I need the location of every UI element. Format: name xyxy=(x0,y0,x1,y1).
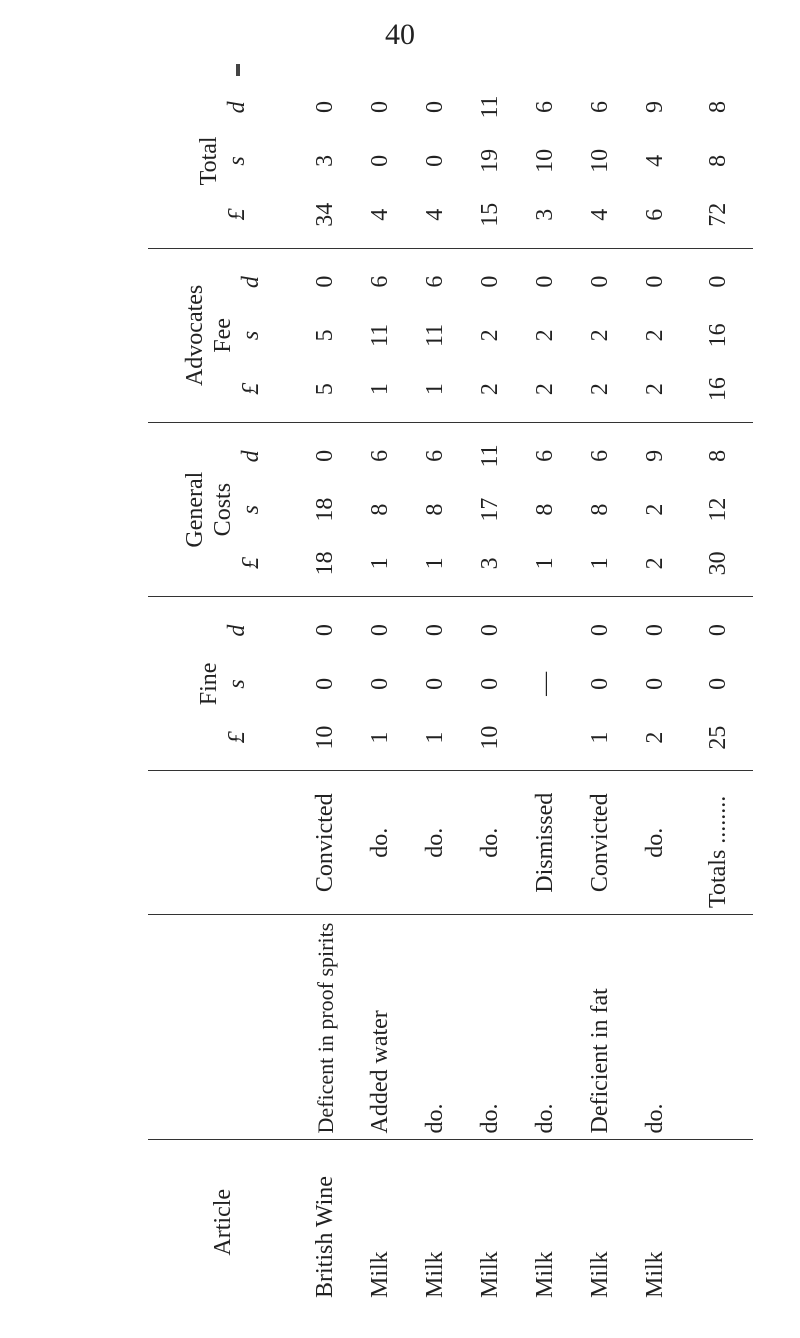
offence-cell: do. xyxy=(408,915,463,1141)
offence-cell: Deficient in fat xyxy=(573,915,628,1141)
fee-cell: 5 5 0 xyxy=(298,248,353,422)
total-cell: 15 19 11 xyxy=(463,74,518,248)
table-row xyxy=(463,74,518,1304)
totals-total-cell: 72 8 8 xyxy=(683,74,753,248)
totals-article-cell xyxy=(683,1140,753,1304)
totals-label: Totals ........ xyxy=(683,771,753,915)
fee-cell: 1 11 6 xyxy=(353,248,408,422)
article-cell: Milk xyxy=(532,1251,558,1298)
costs-cell: 1 8 6 xyxy=(573,423,628,597)
fee-cell: 2 2 0 xyxy=(628,248,683,422)
costs-cell: 1 8 6 xyxy=(353,423,408,597)
total-cell: 4 10 6 xyxy=(573,74,628,248)
article-cell: Milk xyxy=(422,1251,448,1298)
total-cell: 6 4 9 xyxy=(628,74,683,248)
totals-fee-cell: 16 16 0 xyxy=(683,248,753,422)
table-row xyxy=(408,74,463,1304)
totals-row xyxy=(683,74,753,1304)
fee-cell: 2 2 0 xyxy=(463,248,518,422)
fee-cell: 1 11 6 xyxy=(408,248,463,422)
fine-cell: 1 0 0 xyxy=(353,597,408,771)
result-cell: do. xyxy=(628,771,683,915)
costs-cell: 1 8 6 xyxy=(518,423,573,597)
prosecutions-table xyxy=(148,74,753,1304)
table-row xyxy=(628,74,683,1304)
fine-cell: 1 0 0 xyxy=(573,597,628,771)
result-cell: do. xyxy=(463,771,518,915)
article-cell: Milk xyxy=(642,1251,668,1298)
article-cell: Milk xyxy=(477,1251,503,1298)
result-cell: do. xyxy=(408,771,463,915)
costs-cell: 1 8 6 xyxy=(408,423,463,597)
article-cell: British Wine xyxy=(312,1176,338,1298)
lsd-labels: £ s d xyxy=(238,450,265,569)
header-total: Total £ s d xyxy=(148,74,298,248)
prosecutions-table-rotated xyxy=(148,74,740,1304)
table-row xyxy=(353,74,408,1304)
totals-fine-cell: 25 0 0 xyxy=(683,597,753,771)
lsd-labels: £ s d xyxy=(224,101,250,221)
article-cell: Milk xyxy=(587,1251,613,1298)
total-cell: 3 10 6 xyxy=(518,74,573,248)
result-cell: do. xyxy=(353,771,408,915)
fee-cell: 2 2 0 xyxy=(518,248,573,422)
offence-cell: Added water xyxy=(353,915,408,1141)
fine-cell: — xyxy=(518,597,573,771)
total-cell: 4 0 0 xyxy=(353,74,408,248)
header-fine: Fine £ s d xyxy=(148,597,298,771)
offence-cell: do. xyxy=(463,915,518,1141)
result-cell: Convicted xyxy=(573,771,628,915)
costs-cell: 3 17 11 xyxy=(463,423,518,597)
result-cell: Dismissed xyxy=(518,771,573,915)
lsd-labels: £ s d xyxy=(238,276,265,395)
fine-cell: 2 0 0 xyxy=(628,597,683,771)
article-cell: Milk xyxy=(367,1251,393,1298)
totals-costs-cell: 30 12 8 xyxy=(683,423,753,597)
total-cell: 4 0 0 xyxy=(408,74,463,248)
table-row xyxy=(298,74,353,1304)
fine-cell: 1 0 0 xyxy=(408,597,463,771)
table-row xyxy=(518,74,573,1304)
page-number: 40 xyxy=(385,18,415,51)
header-result xyxy=(148,771,298,915)
table-header xyxy=(148,74,298,1304)
lsd-labels: £ s d xyxy=(224,624,250,744)
offence-cell: do. xyxy=(628,915,683,1141)
fine-cell: 10 0 0 xyxy=(463,597,518,771)
costs-cell: 18 18 0 xyxy=(298,423,353,597)
costs-cell: 2 2 9 xyxy=(628,423,683,597)
table-row xyxy=(573,74,628,1304)
result-cell: Convicted xyxy=(298,771,353,915)
totals-offence-cell xyxy=(683,915,753,1141)
header-offence xyxy=(148,915,298,1141)
table-body xyxy=(298,74,753,1304)
offence-cell: do. xyxy=(518,915,573,1141)
header-advocates-fee: Advocates Fee £ s d xyxy=(148,248,298,422)
total-cell: 34 3 0 xyxy=(298,74,353,248)
header-article: Article xyxy=(209,1188,236,1256)
offence-cell: Deficent in proof spirits xyxy=(298,915,353,1141)
fee-cell: 2 2 0 xyxy=(573,248,628,422)
header-general-costs: General Costs £ s d xyxy=(148,423,298,597)
fine-cell: 10 0 0 xyxy=(298,597,353,771)
